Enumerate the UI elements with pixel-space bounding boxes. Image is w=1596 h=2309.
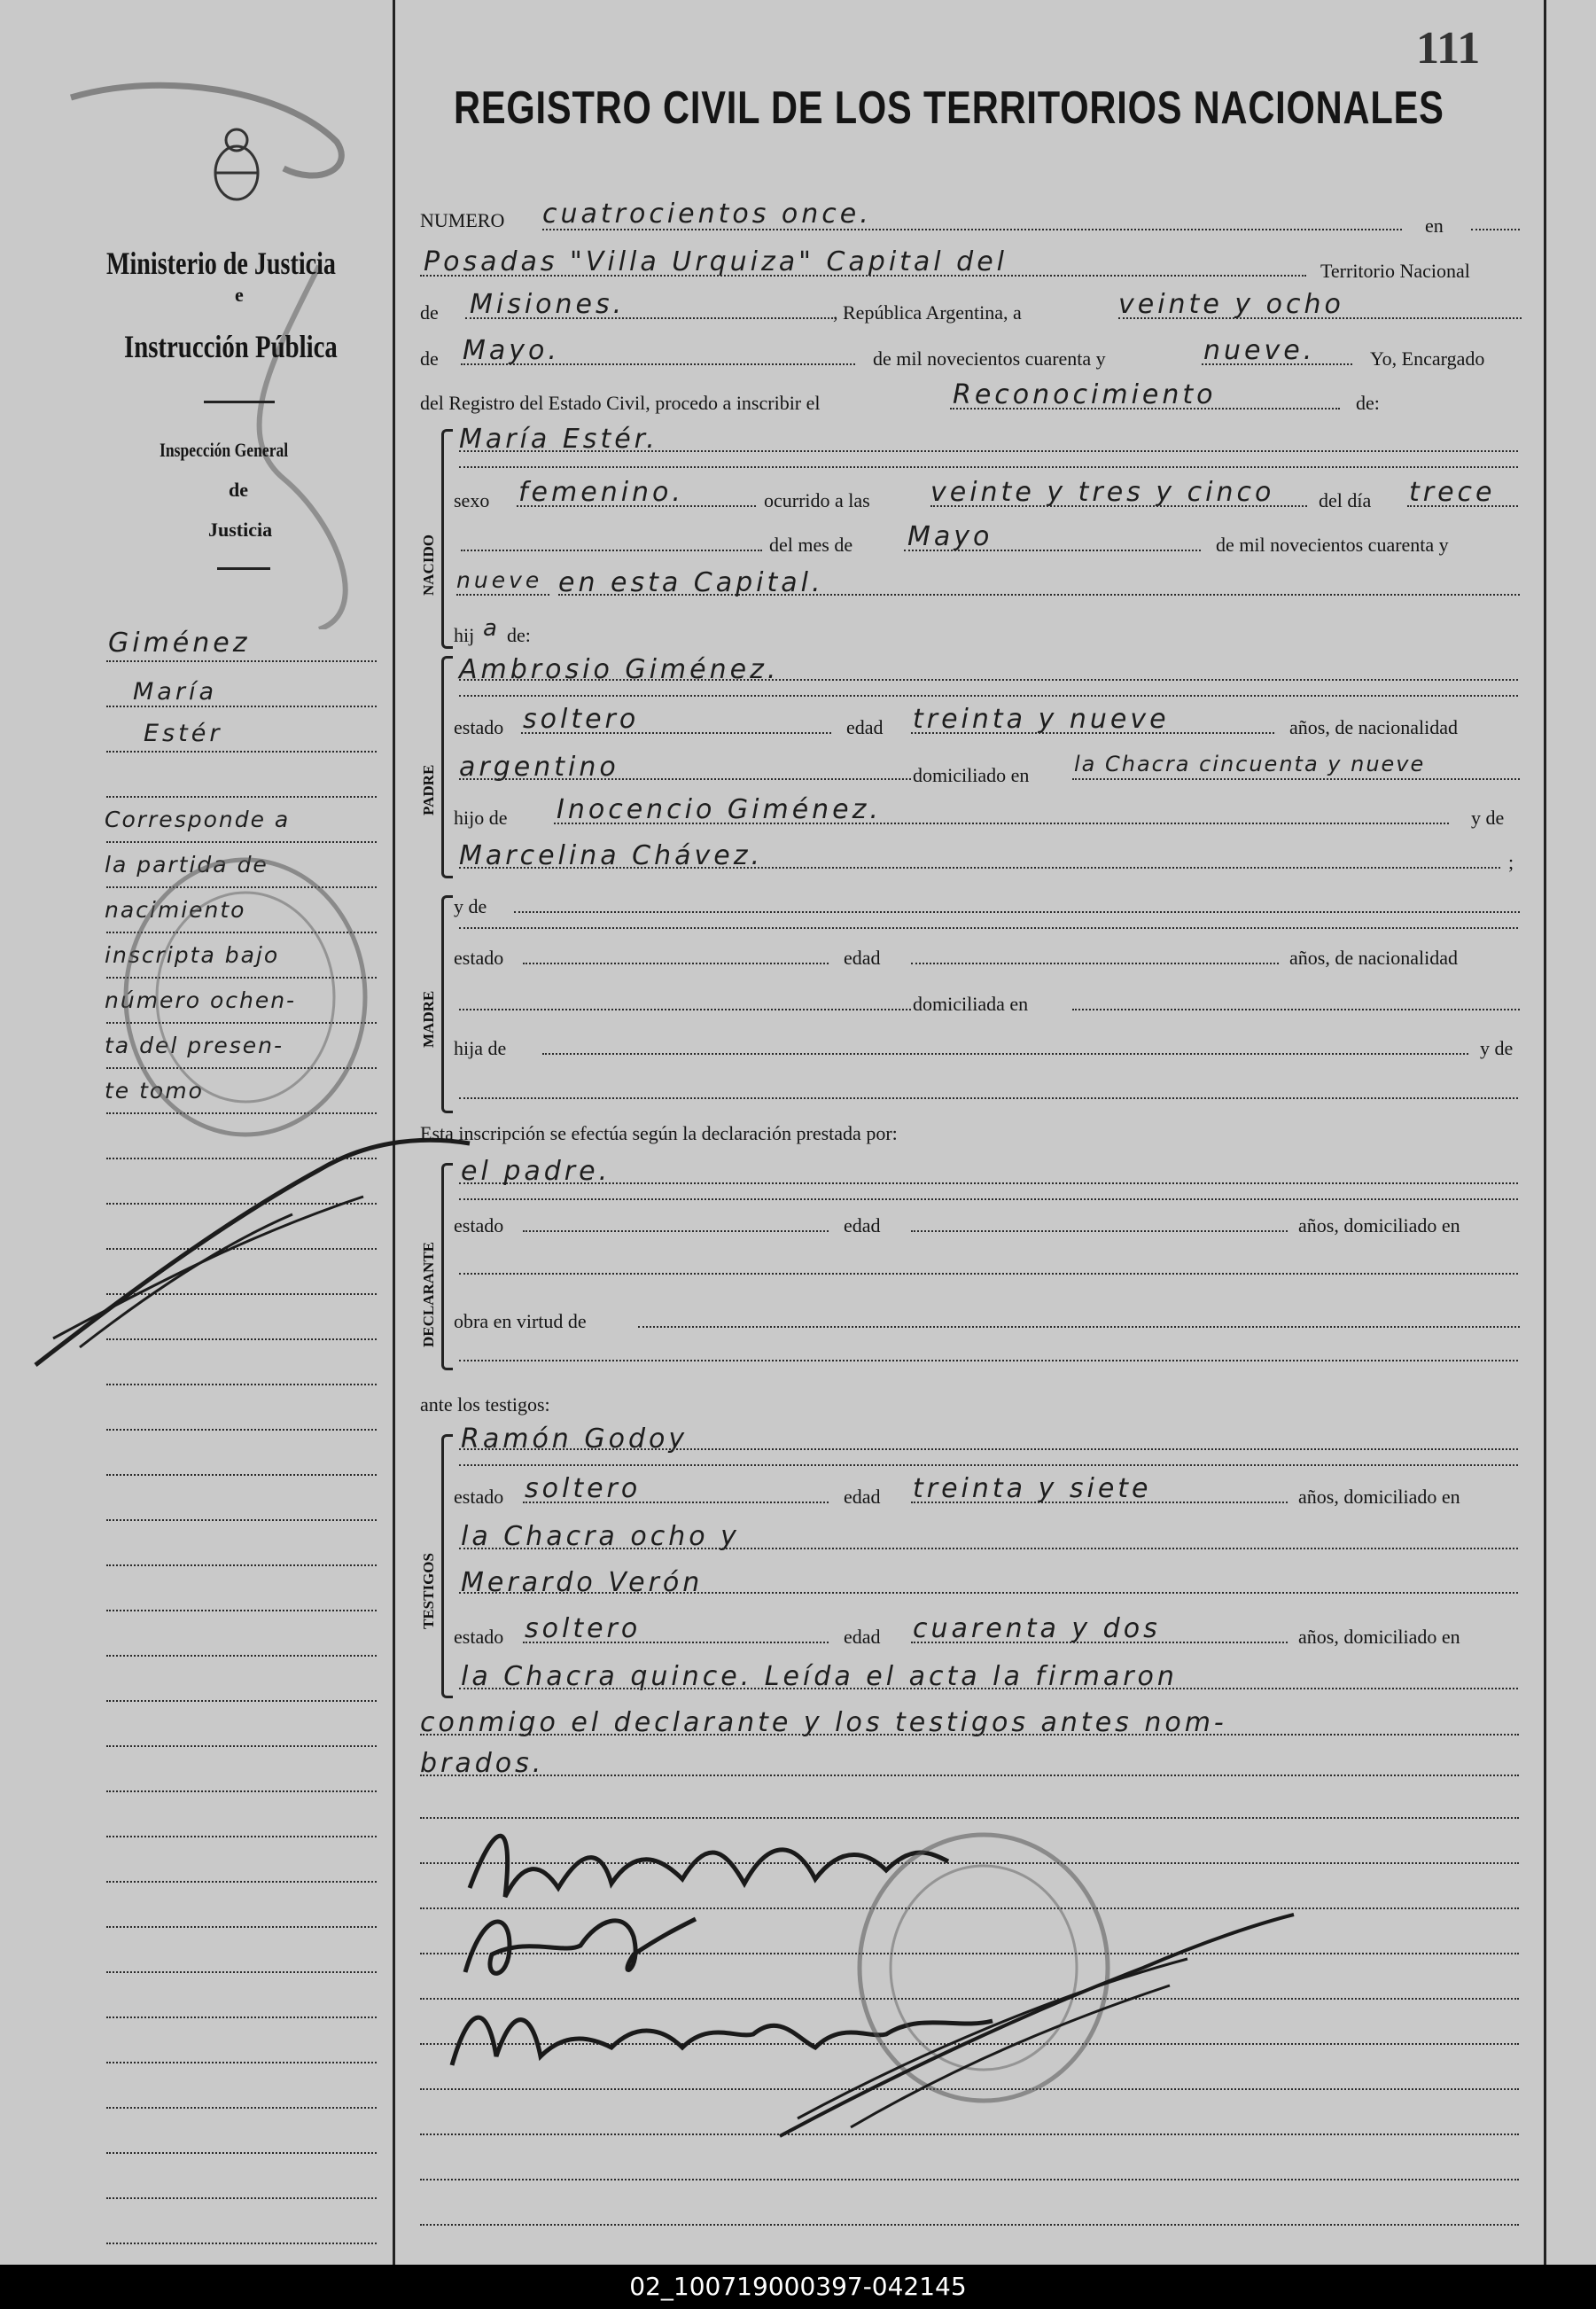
value-nombre: María Estér. bbox=[459, 424, 658, 455]
line-madre-nombre bbox=[514, 911, 1520, 913]
line-testigo2-edad bbox=[911, 1642, 1288, 1643]
line-testigo2-dom bbox=[459, 1688, 1518, 1689]
label-ocurrido: ocurrido a las bbox=[764, 489, 870, 511]
margin-rule bbox=[106, 1384, 377, 1385]
margin-rule bbox=[106, 2062, 377, 2063]
line-obra bbox=[638, 1326, 1520, 1328]
inspection-line3: Justicia bbox=[208, 519, 273, 541]
label-padre-dom: domiciliado en bbox=[913, 764, 1030, 786]
official-signature-icon bbox=[762, 1906, 1312, 2145]
label-de-mes: de bbox=[420, 347, 439, 370]
margin-rule bbox=[106, 1429, 377, 1431]
signature-encargado-icon bbox=[456, 1901, 705, 1999]
line-padre-nombre-2 bbox=[459, 695, 1518, 697]
line-testigo1-2 bbox=[459, 1464, 1518, 1466]
line-madre-nombre-2 bbox=[459, 927, 1518, 929]
value-testigo2-estado: soltero bbox=[525, 1613, 642, 1644]
margin-name1: María bbox=[133, 678, 217, 706]
line-madre-estado bbox=[523, 963, 829, 964]
line-madre-nac bbox=[459, 1009, 911, 1010]
line-testigo2 bbox=[459, 1592, 1518, 1594]
margin-note-line: ta del presen- bbox=[105, 1033, 284, 1058]
declarante-brace bbox=[441, 1163, 453, 1370]
margin-rule bbox=[106, 660, 377, 662]
line-cierre2 bbox=[420, 1775, 1519, 1776]
line-madre-hija-de bbox=[542, 1053, 1468, 1055]
line-dia-cont bbox=[461, 550, 762, 551]
margin-rule bbox=[106, 2197, 377, 2199]
value-padre-hijo-de: Inocencio Giménez. bbox=[557, 794, 882, 825]
inspection-line2: de bbox=[229, 479, 248, 501]
label-padre-y-de: y de bbox=[1471, 807, 1505, 829]
value-anio: nueve bbox=[456, 567, 543, 593]
margin-note-line: Corresponde a bbox=[105, 807, 291, 832]
value-dia: trece bbox=[1409, 477, 1496, 508]
line-madre-edad bbox=[911, 963, 1279, 964]
value-padre-dom: la Chacra cincuenta y nueve bbox=[1074, 752, 1426, 776]
value-cierre1: conmigo el declarante y los testigos antes nom- bbox=[420, 1707, 1227, 1738]
margin-rule bbox=[106, 1926, 377, 1928]
line-fecha-dia bbox=[1118, 317, 1522, 319]
madre-label: MADRE bbox=[420, 990, 437, 1048]
margin-rule bbox=[106, 841, 377, 843]
ministry-line3: Instrucción Pública bbox=[124, 329, 338, 364]
value-testigo1-edad: treinta y siete bbox=[913, 1473, 1152, 1504]
line-lugar bbox=[558, 594, 1520, 596]
label-testigo1-estado: estado bbox=[454, 1486, 504, 1508]
label-de-colon: de: bbox=[1356, 392, 1380, 414]
line-mes bbox=[904, 550, 1201, 551]
margin-rule bbox=[106, 1564, 377, 1566]
line-nombre-2 bbox=[459, 466, 1518, 468]
margin-rule bbox=[106, 2107, 377, 2109]
line-dia bbox=[1407, 505, 1518, 507]
line-tipo bbox=[950, 408, 1340, 410]
margin-rule bbox=[106, 1474, 377, 1476]
margin-rule bbox=[106, 1971, 377, 1973]
label-testigo2-anos: años, domiciliado en bbox=[1298, 1626, 1460, 1648]
label-testigo1-edad: edad bbox=[844, 1486, 881, 1508]
ministry-rule bbox=[204, 401, 275, 403]
line-padre-dom bbox=[1072, 778, 1520, 780]
testigos-brace bbox=[441, 1434, 453, 1698]
signature-rule bbox=[420, 2179, 1519, 2180]
value-padre-madre: Marcelina Chávez. bbox=[459, 840, 763, 871]
label-republica: , República Argentina, a bbox=[833, 301, 1022, 324]
line-testigo1-dom bbox=[459, 1548, 1518, 1549]
line-numero bbox=[542, 229, 1402, 230]
margin-rule bbox=[106, 1881, 377, 1883]
margin-rule bbox=[106, 1790, 377, 1792]
label-madre-hija-de: hija de bbox=[454, 1037, 507, 1059]
line-fecha-anio bbox=[1202, 363, 1352, 365]
line-anio bbox=[456, 594, 549, 596]
value-testigo1: Ramón Godoy bbox=[461, 1424, 689, 1455]
line-en bbox=[1471, 229, 1520, 230]
margin-rule bbox=[106, 1519, 377, 1521]
line-obra-2 bbox=[459, 1360, 1518, 1361]
value-padre-nac: argentino bbox=[459, 752, 619, 783]
margin-note-line: la partida de bbox=[105, 852, 269, 878]
signature-rule bbox=[420, 2224, 1519, 2226]
label-hijo-suffix: de: bbox=[507, 624, 531, 646]
label-ante: ante los testigos: bbox=[420, 1393, 550, 1416]
value-lugar: en esta Capital. bbox=[558, 567, 824, 598]
line-fecha-mes bbox=[461, 363, 855, 365]
label-sexo: sexo bbox=[454, 489, 490, 511]
label-madre-y-de: y de bbox=[454, 895, 487, 917]
value-hijo-suffix: a bbox=[483, 615, 497, 642]
label-de-mil2: de mil novecientos cuarenta y bbox=[1216, 534, 1449, 556]
madre-brace bbox=[441, 895, 453, 1113]
footer-id: 02_100719000397-042145 bbox=[0, 2265, 1596, 2309]
line-declarante-estado bbox=[523, 1230, 829, 1232]
line-padre-estado bbox=[521, 732, 831, 734]
value-numero: cuatrocientos once. bbox=[542, 199, 872, 230]
value-tipo: Reconocimiento bbox=[953, 379, 1217, 410]
line-padre-madre bbox=[459, 867, 1500, 869]
line-declarante-edad bbox=[911, 1230, 1288, 1232]
label-madre-dom: domiciliada en bbox=[913, 993, 1029, 1015]
line-sexo bbox=[517, 505, 756, 507]
inspection-rule bbox=[217, 567, 270, 570]
label-padre-estado: estado bbox=[454, 716, 504, 738]
line-cierre1 bbox=[420, 1734, 1519, 1736]
label-madre-anos: años, de nacionalidad bbox=[1289, 947, 1458, 969]
label-declaracion: Esta inscripción se efectúa según la declaración prestada por: bbox=[420, 1122, 898, 1144]
value-padre-edad: treinta y nueve bbox=[913, 704, 1170, 735]
value-fecha-mes: Mayo. bbox=[463, 335, 560, 366]
line-padre-nombre bbox=[459, 679, 1518, 681]
label-declarante-anos: años, domiciliado en bbox=[1298, 1214, 1460, 1236]
label-testigo2-edad: edad bbox=[844, 1626, 881, 1648]
label-del-mes: del mes de bbox=[769, 534, 853, 556]
value-ciudad: Posadas "Villa Urquiza" Capital del bbox=[424, 246, 1008, 277]
ministry-line1: Ministerio de Justicia bbox=[106, 246, 336, 281]
line-testigo1-estado bbox=[523, 1502, 829, 1503]
nacido-label: NACIDO bbox=[420, 534, 437, 596]
label-yo: Yo, Encargado bbox=[1370, 347, 1485, 370]
margin-rule bbox=[106, 2016, 377, 2018]
value-testigo1-estado: soltero bbox=[525, 1473, 642, 1504]
label-del-dia: del día bbox=[1319, 489, 1372, 511]
label-padre-anos: años, de nacionalidad bbox=[1289, 716, 1458, 738]
margin-rule bbox=[106, 2243, 377, 2244]
label-de-territorio: de bbox=[420, 301, 439, 324]
line-hora bbox=[930, 505, 1307, 507]
label-padre-hijo-de: hijo de bbox=[454, 807, 508, 829]
line-testigo1 bbox=[459, 1448, 1518, 1450]
line-testigo1-edad bbox=[911, 1502, 1288, 1503]
value-fecha-anio: nueve. bbox=[1203, 335, 1316, 366]
value-padre-estado: soltero bbox=[523, 704, 640, 735]
page-number: 111 bbox=[1416, 23, 1481, 74]
value-testigo1-dom: la Chacra ocho y bbox=[461, 1521, 740, 1552]
line-madre-abuela bbox=[459, 1097, 1518, 1099]
label-padre-edad: edad bbox=[846, 716, 884, 738]
line-madre-dom bbox=[1072, 1009, 1520, 1010]
margin-rule bbox=[106, 706, 377, 707]
margin-note-line: número ochen- bbox=[105, 987, 297, 1013]
line-testigo2-estado bbox=[523, 1642, 829, 1643]
value-hora: veinte y tres y cinco bbox=[930, 477, 1275, 508]
margin-rule bbox=[106, 1700, 377, 1702]
margin-rule bbox=[106, 1836, 377, 1837]
line-declarante bbox=[459, 1182, 1518, 1184]
margin-signature-icon bbox=[27, 1126, 487, 1374]
margin-rule bbox=[106, 751, 377, 753]
margin-rule bbox=[106, 1610, 377, 1611]
label-testigo2-estado: estado bbox=[454, 1626, 504, 1648]
testigos-label: TESTIGOS bbox=[420, 1553, 437, 1629]
margin-rule bbox=[106, 796, 377, 798]
line-nombre bbox=[459, 450, 1518, 452]
value-padre-nombre: Ambrosio Giménez. bbox=[459, 654, 780, 685]
label-obra: obra en virtud de bbox=[454, 1310, 587, 1332]
label-padre-semi: ; bbox=[1508, 851, 1514, 873]
document-title: REGISTRO CIVIL DE LOS TERRITORIOS NACIONALES bbox=[454, 82, 1444, 134]
value-territorio: Misiones. bbox=[470, 289, 626, 320]
ministry-line2: e bbox=[235, 284, 244, 306]
margin-note-line: nacimiento bbox=[105, 897, 246, 923]
padre-brace bbox=[441, 656, 453, 878]
label-numero: NUMERO bbox=[420, 209, 505, 231]
margin-rule bbox=[106, 1655, 377, 1657]
value-testigo2-edad: cuarenta y dos bbox=[913, 1613, 1161, 1644]
line-ciudad bbox=[420, 275, 1306, 277]
value-mes: Mayo bbox=[907, 521, 993, 552]
nacido-brace bbox=[441, 429, 453, 649]
value-testigo2-dom: la Chacra quince. Leída el acta la firmaron bbox=[461, 1661, 1178, 1692]
margin-rule bbox=[106, 1745, 377, 1747]
value-declarante: el padre. bbox=[461, 1156, 611, 1187]
padre-label: PADRE bbox=[420, 764, 437, 815]
declarante-label: DECLARANTE bbox=[420, 1241, 437, 1347]
margin-note-line: inscripta bajo bbox=[105, 942, 280, 968]
label-madre-y-de2: y de bbox=[1480, 1037, 1514, 1059]
line-declarante-dom bbox=[459, 1273, 1518, 1275]
inspection-line1: Inspección General bbox=[160, 439, 289, 461]
line-padre-hijo-de bbox=[554, 823, 1449, 824]
margin-surname: Giménez bbox=[108, 628, 251, 659]
registry-stamp-icon bbox=[117, 851, 374, 1143]
label-de-mil: de mil novecientos cuarenta y bbox=[873, 347, 1106, 370]
label-declarante-edad: edad bbox=[844, 1214, 881, 1236]
line-padre-nac bbox=[459, 778, 911, 780]
label-testigo1-anos: años, domiciliado en bbox=[1298, 1486, 1460, 1508]
label-madre-edad: edad bbox=[844, 947, 881, 969]
label-declarante-estado: estado bbox=[454, 1214, 504, 1236]
value-cierre2: brados. bbox=[420, 1748, 545, 1779]
label-hijo: hij bbox=[454, 624, 475, 646]
line-territorio bbox=[465, 317, 833, 319]
label-madre-estado: estado bbox=[454, 947, 504, 969]
margin-name2: Estér bbox=[144, 720, 223, 747]
label-registro: del Registro del Estado Civil, procedo a inscribir el bbox=[420, 392, 821, 414]
line-padre-edad bbox=[911, 732, 1274, 734]
value-fecha-dia: veinte y ocho bbox=[1118, 289, 1344, 320]
value-sexo: femenino. bbox=[518, 477, 684, 508]
margin-note-line: te tomo bbox=[105, 1078, 204, 1104]
margin-rule bbox=[106, 2152, 377, 2154]
right-border bbox=[1544, 0, 1546, 2265]
line-declarante-2 bbox=[459, 1198, 1518, 1200]
label-en: en bbox=[1425, 215, 1444, 237]
label-territorio: Territorio Nacional bbox=[1320, 260, 1470, 282]
value-testigo2: Merardo Verón bbox=[461, 1567, 704, 1598]
